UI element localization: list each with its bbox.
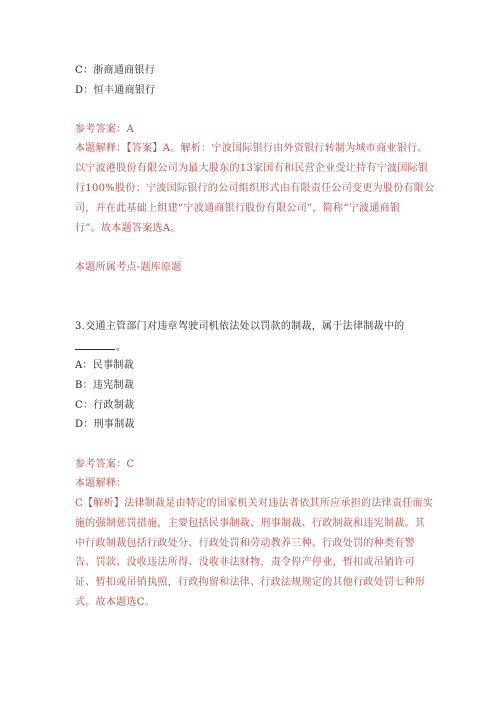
- q3-explanation-line-2: 施的强制惩罚措施，主要包括民事制裁、刑事制裁、行政制裁和违宪制裁。其: [75, 518, 426, 529]
- q3-stem-blank-line: [75, 340, 126, 354]
- q3-stem: 3.交通主管部门对违章驾驶司机依法处以罚款的制裁，属于法律制裁中的: [75, 321, 405, 332]
- q2-explanation-line-1: 本题解释：【答案】A。解析：宁波国际银行由外资银行转制为城市商业银行。: [75, 143, 428, 154]
- q2-explanation-line-3: 行100%股份；宁波国际银行的公司组织形式由有限责任公司变更为股份有限公: [75, 183, 435, 194]
- q3-answer: 参考答案：C: [75, 459, 135, 470]
- answer-blank: [75, 340, 115, 350]
- q3-option-d: D：刑事制裁: [75, 419, 135, 430]
- q3-explanation-line-4: 告、罚款、没收违法所得、没收非法财物，责令停产停业，暂扣或吊销许可: [75, 557, 415, 568]
- q3-explanation-line-6: 式。故本题选C。: [75, 597, 156, 608]
- q3-option-a: A：民事制裁: [75, 360, 135, 371]
- q2-explanation-line-5: 行”。故本题答案选A。: [75, 223, 181, 234]
- q3-option-c: C：行政制裁: [75, 400, 135, 411]
- q3-explanation-label: 本题解释：: [75, 478, 127, 489]
- q3-explanation-line-5: 证、暂扣或吊销执照，行政拘留和法律、行政法规规定的其他行政处罚七种形: [75, 577, 426, 588]
- q2-answer: 参考答案：A: [75, 124, 135, 135]
- q2-option-c: C：浙商通商银行: [75, 65, 156, 76]
- q2-explanation-line-2: 以宁波港股份有限公司为最大股东的13家国有和民营企业受让持有宁波国际银: [75, 163, 429, 174]
- q3-stem-tail: 。: [116, 342, 127, 353]
- q2-option-d: D：恒丰通商银行: [75, 85, 156, 96]
- q3-explanation-line-1: C【解析】法律制裁是由特定的国家机关对违法者依其所应承担的法律责任而实: [75, 498, 434, 509]
- q2-explanation-line-4: 司，并在此基础上组建“宁波通商银行股份有限公司”，简称“宁波通商银: [75, 203, 401, 214]
- q3-option-b: B：违宪制裁: [75, 380, 135, 391]
- q3-explanation-line-3: 中行政制裁包括行政处分、行政处罚和劳动教养三种。行政处罚的种类有警: [75, 538, 415, 549]
- q2-source-note: 本题所属考点-题库原题: [75, 262, 182, 273]
